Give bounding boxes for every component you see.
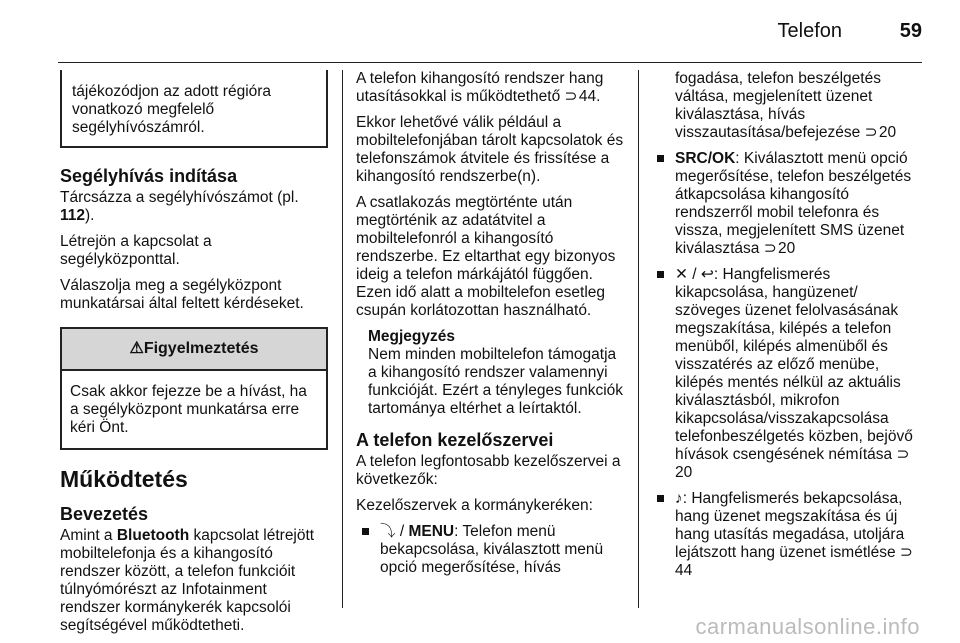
column-3: [651, 70, 926, 588]
page-number: 59: [899, 20, 922, 42]
bullet: [657, 155, 664, 162]
warning-triangle-icon: ⚠: [129, 340, 144, 357]
section-heading: Segélyhívás indítása: [60, 166, 238, 186]
page-ref-icon: ⊃: [763, 240, 777, 257]
column-divider: [638, 70, 639, 608]
list-item: SRC/OK: Kiválasztott menü opció megerősítése, telefon beszélgetés átkapcsolása kihangosító rendszerről mobil telefonra és vissza, megjelenített SMS üzenet kiválasztása ⊃ 20: [651, 150, 926, 258]
bullet: [362, 528, 369, 535]
paragraph: Tárcsázza a segélyhívószámot (pl. 112).: [60, 189, 299, 224]
section-heading: A telefon kezelőszervei: [356, 430, 554, 450]
section-heading: Bevezetés: [60, 504, 149, 524]
note-block: [356, 328, 624, 418]
bullet: [657, 495, 664, 502]
note-text: tájékozódjon az adott régióra vonatkozó megfelelő segélyhívószámról.: [72, 83, 272, 136]
paragraph: A csatlakozás megtörténte után megtörténik az adatátvitel a mobiltelefonról a kihangosító rendszerbe. Ez eltarthat egy bizonyos ideig a telefon márkájától függően. Ezen idő alatt a mobiltelefon esetleg csupán korlátozottan használható.: [356, 194, 616, 319]
list-item: ✕ / ↩: Hangfelismerés kikapcsolása, hangüzenet/ szöveges üzenet felolvasásának megszakítása, kilépés a telefon menüből, kilépés almenüből és visszatérés az előző menübe, kilépés mentés nélkül az aktuális kiválasztásból, mikrofon kikapcsolása/visszakapcsolása telefonbeszélgetés közben, bejövő hívások csengésének némítása ⊃ 20: [651, 266, 926, 482]
key-label: SRC/OK: [675, 150, 736, 167]
voice-icon: ♪: [675, 490, 683, 507]
list-item: ⤵ / MENU: Telefon menü bekapcsolása, kiválasztott menü opció megerősítése, hívás: [356, 523, 624, 577]
note-heading: Megjegyzés: [368, 328, 456, 345]
column-divider: [342, 70, 343, 608]
note-text: Nem minden mobiltelefon támogatja a kihangosító rendszer valamennyi funkcióját. Ezért a tényleges funkciók tartománya eltérhet a leírtaktól.: [368, 346, 624, 417]
page-ref-icon: ⊃: [864, 124, 878, 141]
page-ref-icon: ⊃: [896, 446, 910, 463]
page-header: [0, 0, 960, 62]
paragraph: Amint a Bluetooth kapcsolat létrejött mobiltelefonja és a kihangosító rendszer között, a telefon funkcióit túlnyómórészt az Infotainment rendszer kormánykerék kapcsolói segítségével működtetheti.: [60, 527, 315, 634]
header-rule: [58, 62, 922, 63]
paragraph: A telefon legfontosabb kezelőszervei a következők:: [356, 453, 621, 488]
emergency-number: 112: [60, 207, 86, 224]
page-ref-icon: ⊃: [564, 88, 578, 105]
paragraph: Ekkor lehetővé válik például a mobiltelefonjában tárolt kapcsolatok és telefonszámok átvitele és frissítése a kihangosító rendszerbe(n).: [356, 114, 624, 185]
list-item: ♪: Hangfelismerés bekapcsolása, hang üzenet megszakítása és új hang utasítás megadása, utoljára lejátszott hang üzenet ismétlése ⊃ 44: [651, 490, 926, 580]
paragraph: Létrejön a kapcsolat a segélyközponttal.: [60, 233, 212, 268]
phone-icon: ⤵: [380, 523, 396, 540]
warning-header: [62, 329, 326, 371]
back-icon: ↩: [700, 266, 714, 283]
page-ref-icon: ⊃: [899, 544, 913, 561]
column-2: [356, 70, 624, 585]
bullet: [657, 271, 664, 278]
key-label: MENU: [408, 523, 455, 540]
list-continuation: fogadása, telefon beszélgetés váltása, megjelenített üzenet kiválasztása, hívás visszautasítása/befejezése ⊃ 20: [675, 70, 897, 141]
column-1: [60, 70, 328, 643]
chapter-heading: Működtetés: [60, 466, 188, 492]
paragraph: Válaszolja meg a segélyközpont munkatársai által feltett kérdéseket.: [60, 277, 304, 312]
watermark: carmanualsonline.info: [695, 614, 920, 639]
paragraph: Kezelőszervek a kormánykeréken:: [356, 497, 593, 514]
page-title: Telefon: [777, 20, 842, 42]
continued-note-box: [60, 70, 328, 148]
warning-title: Figyelmeztetés: [143, 340, 259, 357]
paragraph: A telefon kihangosító rendszer hang utasításokkal is működtethető ⊃ 44.: [356, 70, 604, 105]
warning-text: Csak akkor fejezze be a hívást, ha a segélyközpont munkatársa erre kéri Önt.: [70, 383, 307, 436]
mute-icon: ✕: [675, 266, 688, 283]
warning-box: [60, 327, 328, 450]
